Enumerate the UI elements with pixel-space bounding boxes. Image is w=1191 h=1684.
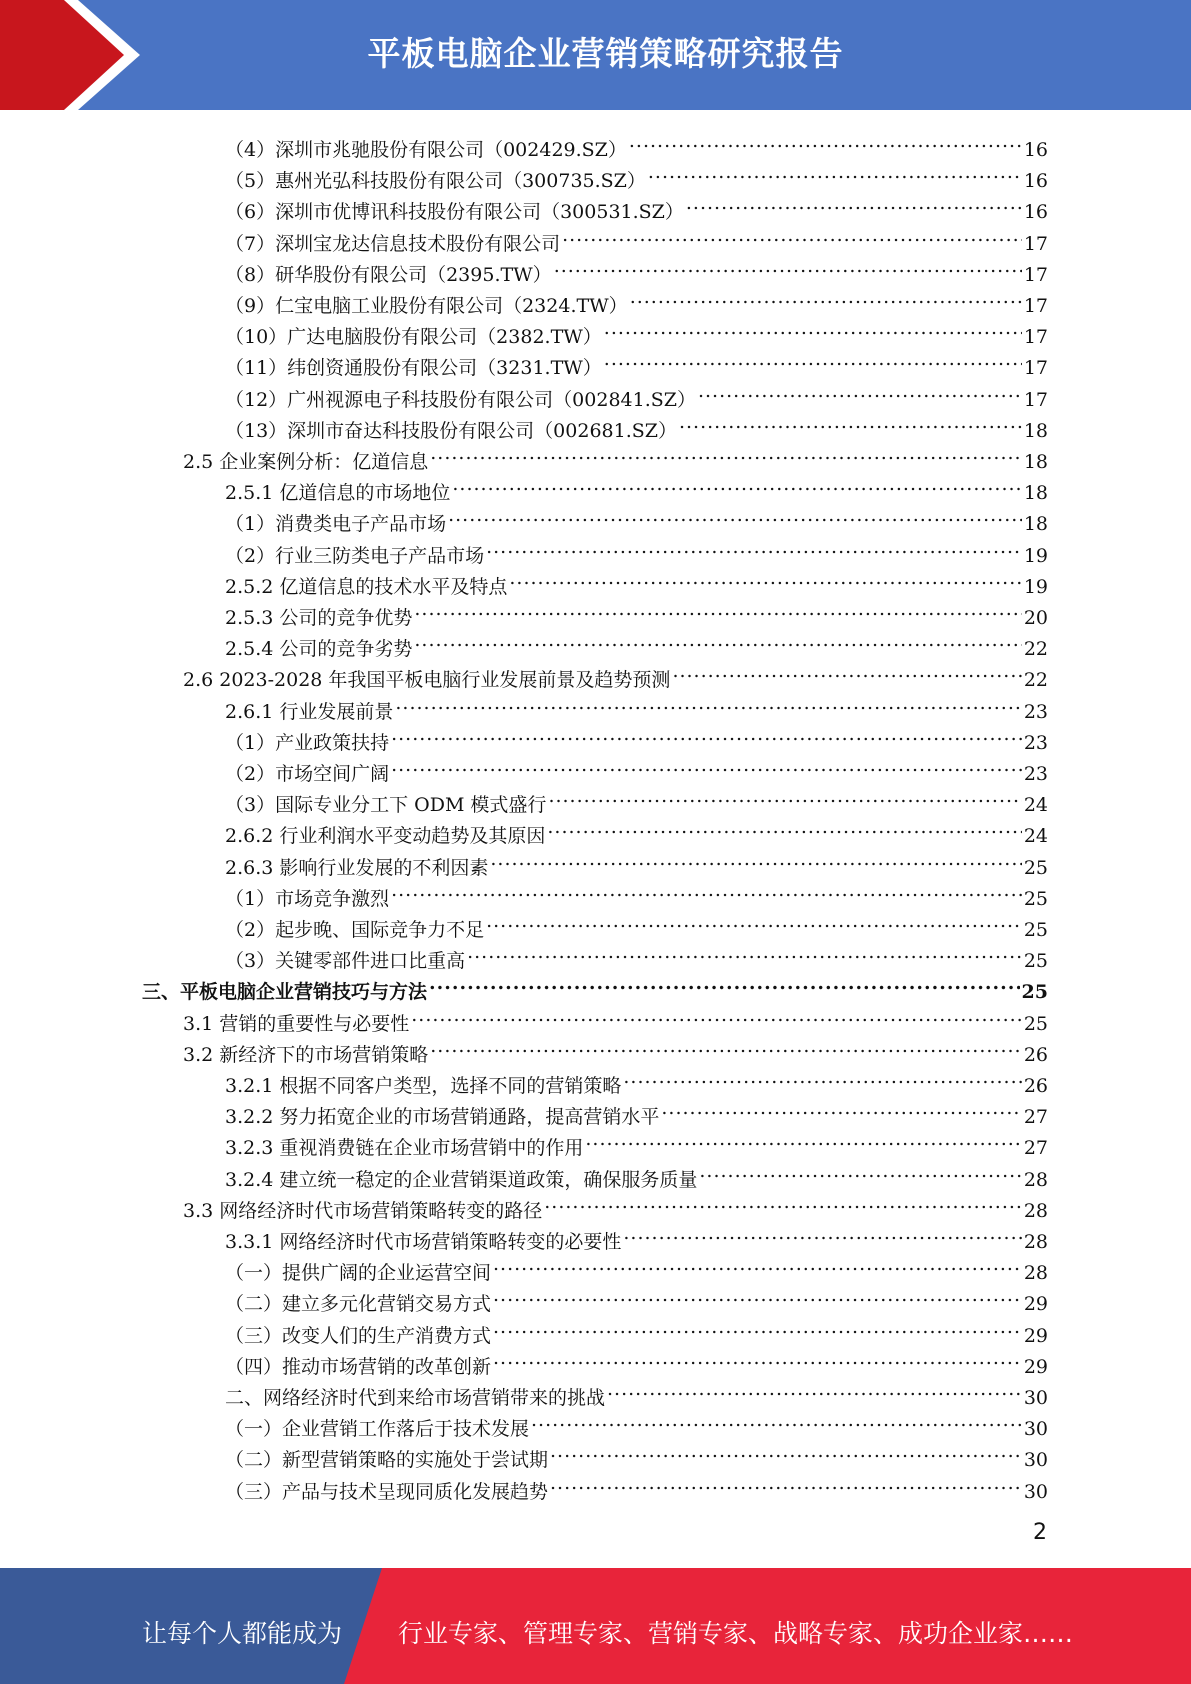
- footer-slogan-left: 让每个人都能成为: [142, 1619, 343, 1648]
- toc-entry-title: （6）深圳市优博讯科技股份有限公司（300531.SZ）: [225, 201, 684, 224]
- toc-entry-page: 27: [1023, 1106, 1048, 1129]
- toc-dot-leader: [391, 875, 1022, 905]
- toc-entry-page: 23: [1023, 731, 1048, 754]
- toc-entry-title: 3.3.1 网络经济时代市场营销策略转变的必要性: [225, 1231, 622, 1253]
- toc-dot-leader: [493, 1312, 1022, 1342]
- toc-entry-title: 2.5 企业案例分析：亿道信息: [183, 451, 429, 473]
- toc-entry-title: （1）消费类电子产品市场: [225, 513, 447, 536]
- toc-entry-page: 25: [1023, 1012, 1048, 1035]
- toc-dot-leader: [585, 1124, 1021, 1154]
- toc-entry-title: （10）广达电脑股份有限公司（2382.TW）: [225, 326, 602, 349]
- toc-entry-title: 三、平板电脑企业营销技巧与方法: [142, 981, 428, 1004]
- toc-entry[interactable]: [225, 344, 1048, 380]
- toc-entry[interactable]: [225, 532, 1048, 567]
- toc-entry-title: 3.2.3 重视消费链在企业市场营销中的作用: [225, 1137, 584, 1160]
- toc-entry[interactable]: [225, 594, 1048, 629]
- toc-entry-title: （13）深圳市奋达科技股份有限公司（002681.SZ）: [225, 419, 677, 442]
- toc-entry-title: （7）深圳宝龙达信息技术股份有限公司: [225, 232, 561, 255]
- toc-entry[interactable]: [225, 157, 1048, 193]
- toc-entry[interactable]: [183, 656, 1048, 692]
- toc-entry-title: 2.6.1 行业发展前景: [225, 700, 394, 723]
- toc-entry-page: 30: [1023, 1418, 1048, 1441]
- toc-entry-page: 16: [1023, 139, 1048, 161]
- toc-entry-title: （二）建立多元化营销交易方式: [225, 1293, 492, 1316]
- toc-entry[interactable]: [225, 875, 1048, 910]
- toc-entry-title: （三）改变人们的生产消费方式: [225, 1324, 492, 1347]
- toc-entry[interactable]: [225, 1405, 1048, 1441]
- toc-entry-title: （9）仁宝电脑工业股份有限公司（2324.TW）: [225, 295, 628, 317]
- toc-entry-page: 24: [1023, 825, 1048, 848]
- toc-entry-page: 30: [1023, 1449, 1048, 1472]
- toc-entry-page: 17: [1023, 263, 1048, 286]
- toc-entry-page: 20: [1023, 607, 1048, 629]
- toc-entry-title: 2.6 2023-2028 年我国平板电脑行业发展前景及趋势预测: [183, 669, 671, 692]
- toc-entry[interactable]: [225, 750, 1048, 785]
- toc-dot-leader: [493, 1343, 1022, 1373]
- toc-entry-page: 23: [1023, 700, 1048, 723]
- toc-entry[interactable]: [225, 1093, 1048, 1129]
- toc-dot-leader: [607, 1374, 1022, 1404]
- toc-dot-leader: [391, 719, 1022, 749]
- toc-dot-leader: [414, 594, 1021, 624]
- toc-entry-title: 3.2.4 建立统一稳定的企业营销渠道政策，确保服务质量: [225, 1168, 698, 1191]
- toc-entry-page: 18: [1023, 451, 1048, 473]
- toc-entry-page: 30: [1023, 1387, 1048, 1409]
- toc-dot-leader: [550, 1468, 1022, 1498]
- toc-dot-leader: [686, 188, 1022, 218]
- toc-entry-page: 18: [1023, 513, 1048, 536]
- toc-entry[interactable]: [225, 1436, 1048, 1472]
- toc-entry-title: （11）纬创资通股份有限公司（3231.TW）: [225, 357, 602, 380]
- toc-entry[interactable]: [225, 188, 1048, 224]
- toc-entry-title: （3）国际专业分工下 ODM 模式盛行: [225, 794, 547, 817]
- toc-entry[interactable]: [225, 1374, 1048, 1409]
- toc-entry-page: 19: [1023, 575, 1048, 598]
- toc-dot-leader: [395, 688, 1021, 718]
- toc-dot-leader: [562, 220, 1022, 250]
- toc-entry-title: （1）市场竞争激烈: [225, 887, 390, 910]
- toc-entry[interactable]: [225, 625, 1048, 661]
- toc-dot-leader: [554, 251, 1022, 281]
- toc-entry-title: 2.6.2 行业利润水平变动趋势及其原因: [225, 825, 546, 848]
- toc-entry-title: （5）惠州光弘科技股份有限公司（300735.SZ）: [225, 170, 646, 193]
- toc-entry[interactable]: [225, 1124, 1048, 1160]
- toc-entry[interactable]: [225, 407, 1048, 442]
- toc-entry-title: （3）关键零部件进口比重高: [225, 950, 466, 973]
- toc-entry[interactable]: [183, 438, 1048, 473]
- toc-entry-page: 24: [1023, 794, 1048, 817]
- toc-entry[interactable]: [225, 1312, 1048, 1347]
- toc-entry[interactable]: [225, 781, 1048, 817]
- toc-entry[interactable]: [225, 376, 1048, 411]
- toc-dot-leader: [604, 344, 1022, 374]
- toc-entry-page: 16: [1023, 201, 1048, 224]
- toc-entry[interactable]: [225, 563, 1048, 598]
- toc-dot-leader: [623, 1062, 1021, 1092]
- toc-entry-page: 18: [1023, 482, 1048, 505]
- toc-entry-title: （一）企业营销工作落后于技术发展: [225, 1418, 530, 1441]
- toc-entry-page: 17: [1023, 232, 1048, 255]
- toc-dot-leader: [493, 1249, 1022, 1279]
- toc-entry-title: 2.5.3 公司的竞争优势: [225, 607, 413, 629]
- toc-dot-leader: [550, 1436, 1022, 1466]
- toc-dot-leader: [672, 656, 1021, 686]
- toc-dot-leader: [509, 563, 1021, 593]
- toc-dot-leader: [448, 500, 1022, 530]
- toc-entry-page: 16: [1023, 170, 1048, 193]
- toc-entry-page: 22: [1023, 669, 1048, 692]
- toc-entry-page: 18: [1023, 419, 1048, 442]
- toc-entry[interactable]: [225, 1468, 1048, 1503]
- toc-entry[interactable]: [225, 937, 1048, 973]
- toc-entry-title: 二、网络经济时代到来给市场营销带来的挑战: [225, 1387, 606, 1409]
- toc-dot-leader: [490, 844, 1021, 874]
- toc-dot-leader: [486, 532, 1022, 562]
- toc-entry-page: 30: [1023, 1480, 1048, 1503]
- toc-entry-title: （4）深圳市兆驰股份有限公司（002429.SZ）: [225, 139, 627, 161]
- toc-entry[interactable]: [183, 1187, 1048, 1222]
- toc-dot-leader: [414, 625, 1021, 655]
- toc-entry-title: （三）产品与技术呈现同质化发展趋势: [225, 1480, 549, 1503]
- toc-entry-page: 29: [1023, 1355, 1048, 1378]
- toc-entry[interactable]: [142, 968, 1048, 1004]
- toc-dot-leader: [661, 1093, 1021, 1123]
- toc-entry-page: 17: [1023, 357, 1048, 380]
- toc-dot-leader: [493, 1280, 1022, 1310]
- toc-dot-leader: [630, 282, 1022, 312]
- page-footer: [0, 1568, 1191, 1684]
- toc-entry-title: （2）起步晚、国际竞争力不足: [225, 919, 485, 941]
- toc-dot-leader: [699, 1156, 1021, 1186]
- toc-entry-page: 25: [1021, 981, 1048, 1004]
- toc-entry[interactable]: [183, 1000, 1048, 1035]
- toc-entry[interactable]: [225, 126, 1048, 161]
- toc-entry-page: 25: [1023, 856, 1048, 879]
- toc-entry-title: （一）提供广阔的企业运营空间: [225, 1262, 492, 1285]
- toc-entry-page: 26: [1023, 1075, 1048, 1097]
- toc-dot-leader: [391, 750, 1022, 780]
- toc-entry[interactable]: [225, 1280, 1048, 1316]
- toc-dot-leader: [452, 469, 1021, 499]
- toc-entry[interactable]: [225, 719, 1048, 754]
- toc-entry-page: 26: [1023, 1043, 1048, 1066]
- toc-entry-title: 3.2.2 努力拓宽企业的市场营销通路，提高营销水平: [225, 1106, 660, 1129]
- toc-dot-leader: [430, 1031, 1022, 1061]
- toc-entry-page: 28: [1023, 1199, 1048, 1222]
- toc-entry[interactable]: [225, 1249, 1048, 1285]
- toc-entry-page: 25: [1023, 919, 1048, 941]
- toc-entry-page: 22: [1023, 638, 1048, 661]
- toc-entry-title: （2）市场空间广阔: [225, 763, 390, 785]
- footer-slogan-right: 行业专家、管理专家、营销专家、战略专家、成功企业家……: [398, 1619, 1074, 1648]
- toc-entry-page: 17: [1023, 388, 1048, 411]
- toc-entry[interactable]: [225, 688, 1048, 723]
- toc-entry[interactable]: [225, 1343, 1048, 1378]
- toc-entry-page: 27: [1023, 1137, 1048, 1160]
- toc-entry-title: （四）推动市场营销的改革创新: [225, 1355, 492, 1378]
- toc-dot-leader: [623, 1218, 1021, 1248]
- toc-entry-title: （8）研华股份有限公司（2395.TW）: [225, 263, 552, 286]
- toc-entry-title: 3.2.1 根据不同客户类型，选择不同的营销策略: [225, 1075, 622, 1097]
- page-header: [0, 0, 1191, 110]
- toc-entry-page: 28: [1023, 1231, 1048, 1253]
- toc-entry-page: 28: [1023, 1262, 1048, 1285]
- toc-entry[interactable]: [225, 500, 1048, 536]
- toc-entry[interactable]: [225, 812, 1048, 848]
- toc-entry-page: 23: [1023, 763, 1048, 785]
- toc-entry-page: 17: [1023, 295, 1048, 317]
- toc-entry[interactable]: [225, 1156, 1048, 1191]
- toc-dot-leader: [486, 906, 1022, 936]
- toc-dot-leader: [467, 937, 1022, 967]
- toc-entry[interactable]: [225, 313, 1048, 349]
- toc-entry[interactable]: [225, 1062, 1048, 1097]
- toc-entry-title: 2.5.1 亿道信息的市场地位: [225, 482, 451, 505]
- toc-entry-page: 19: [1023, 544, 1048, 567]
- toc-entry[interactable]: [225, 220, 1048, 255]
- toc-entry-title: （12）广州视源电子科技股份有限公司（002841.SZ）: [225, 388, 696, 411]
- toc-entry[interactable]: [225, 251, 1048, 286]
- toc-entry[interactable]: [183, 1031, 1048, 1066]
- toc-entry-page: 25: [1023, 887, 1048, 910]
- toc-entry-title: 2.5.4 公司的竞争劣势: [225, 638, 413, 661]
- toc-entry-page: 28: [1023, 1168, 1048, 1191]
- toc-dot-leader: [604, 313, 1022, 343]
- toc-dot-leader: [411, 1000, 1022, 1030]
- toc-entry-title: （2）行业三防类电子产品市场: [225, 544, 485, 567]
- toc-dot-leader: [679, 407, 1022, 437]
- toc-entry-title: 3.2 新经济下的市场营销策略: [183, 1043, 429, 1066]
- toc-entry-page: 29: [1023, 1293, 1048, 1316]
- toc-dot-leader: [698, 376, 1022, 406]
- toc-entry-title: 2.6.3 影响行业发展的不利因素: [225, 856, 489, 879]
- toc-dot-leader: [429, 968, 1020, 998]
- page-number: 2: [1033, 1520, 1047, 1545]
- report-title: 平板电脑企业营销策略研究报告: [367, 34, 844, 73]
- toc-entry[interactable]: [225, 282, 1048, 317]
- toc-entry-title: 2.5.2 亿道信息的技术水平及特点: [225, 575, 508, 598]
- toc-entry-page: 25: [1023, 950, 1048, 973]
- toc-dot-leader: [548, 781, 1021, 811]
- toc-entry[interactable]: [225, 844, 1048, 879]
- toc-entry-title: 3.1 营销的重要性与必要性: [183, 1012, 410, 1035]
- toc-dot-leader: [629, 126, 1022, 156]
- toc-entry-title: 3.3 网络经济时代市场营销策略转变的路径: [183, 1199, 543, 1222]
- toc-dot-leader: [430, 438, 1022, 468]
- toc-entry[interactable]: [225, 469, 1048, 505]
- toc-entry-title: （1）产业政策扶持: [225, 731, 390, 754]
- toc-entry-page: 29: [1023, 1324, 1048, 1347]
- toc-entry-title: （二）新型营销策略的实施处于尝试期: [225, 1449, 549, 1472]
- toc-entry[interactable]: [225, 906, 1048, 941]
- toc-dot-leader: [648, 157, 1022, 187]
- toc-entry[interactable]: [225, 1218, 1048, 1253]
- toc-dot-leader: [547, 812, 1021, 842]
- toc-dot-leader: [544, 1187, 1022, 1217]
- toc-entry-page: 17: [1023, 326, 1048, 349]
- toc-dot-leader: [531, 1405, 1022, 1435]
